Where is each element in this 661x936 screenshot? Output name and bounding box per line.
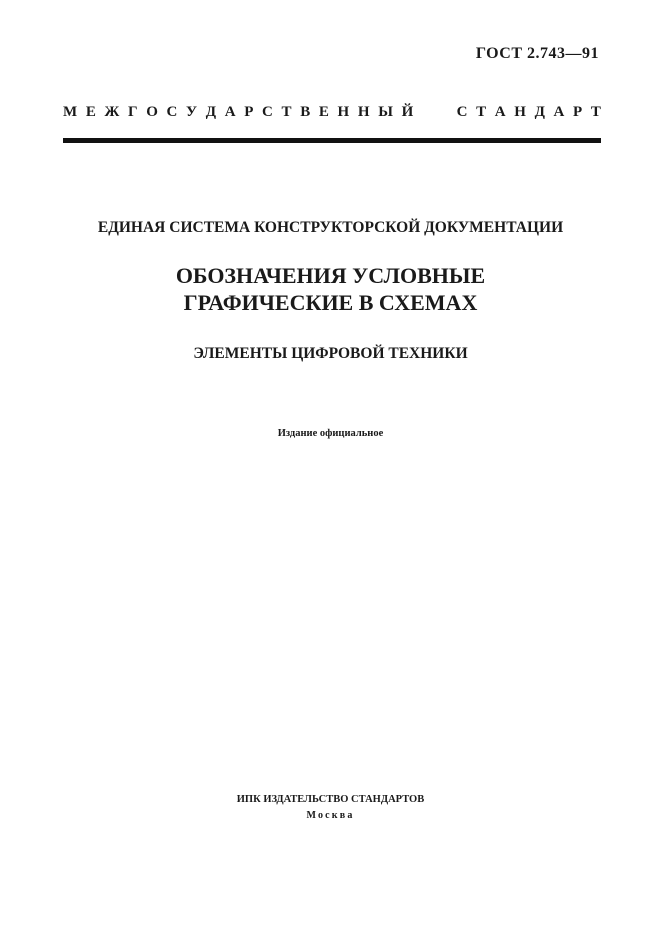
standard-type-letter: С	[262, 104, 273, 120]
standard-type-letter: Н	[357, 104, 370, 120]
standard-type-letter: Р	[573, 104, 583, 120]
word-gap	[422, 104, 448, 121]
main-title	[0, 262, 661, 316]
standard-type-letter: Т	[476, 104, 487, 120]
standard-type-letter: А	[224, 104, 236, 120]
standard-type-letter: Р	[244, 104, 254, 120]
standard-type-letter: У	[186, 104, 198, 120]
standard-type-letter: Е	[85, 104, 96, 120]
gost-number: ГОСТ 2.743—91	[475, 45, 599, 62]
standard-type-letter: О	[146, 104, 158, 120]
standard-type-letter: Ж	[104, 104, 120, 120]
standard-type-letter: А	[494, 104, 506, 120]
publisher-name: ИПК ИЗДАТЕЛЬСТВО СТАНДАРТОВ	[236, 794, 425, 805]
standard-type-letter: С	[456, 104, 468, 120]
standard-type-letter: М	[63, 104, 78, 120]
edition-note: Издание официальное	[277, 428, 384, 439]
standard-type-letter: В	[300, 104, 311, 120]
standard-type-letter: Н	[337, 104, 350, 120]
standard-type-letter: Е	[318, 104, 329, 120]
standard-type-letter: С	[166, 104, 178, 120]
standard-type-letter: Д	[205, 104, 217, 120]
top-rule-divider	[63, 138, 601, 143]
publisher-city: Москва	[306, 810, 355, 821]
standard-type-letter: Т	[590, 104, 601, 120]
standard-type-heading	[63, 104, 601, 121]
main-title-line-2: ГРАФИЧЕСКИЕ В СХЕМАХ	[183, 290, 478, 315]
standard-type-letter: Г	[128, 104, 138, 120]
standard-type-letter: Т	[281, 104, 292, 120]
series-title: ЕДИНАЯ СИСТЕМА КОНСТРУКТОРСКОЙ ДОКУМЕНТАЦИИ	[97, 219, 564, 236]
standard-type-letter: А	[553, 104, 565, 120]
standard-type-letter: Й	[401, 104, 414, 120]
standard-type-letter: Н	[514, 104, 526, 120]
standard-type-letter: Ы	[378, 104, 393, 120]
main-title-line-1: ОБОЗНАЧЕНИЯ УСЛОВНЫЕ	[175, 263, 486, 288]
standard-type-letter: Д	[534, 104, 545, 120]
subtitle: ЭЛЕМЕНТЫ ЦИФРОВОЙ ТЕХНИКИ	[193, 345, 468, 362]
